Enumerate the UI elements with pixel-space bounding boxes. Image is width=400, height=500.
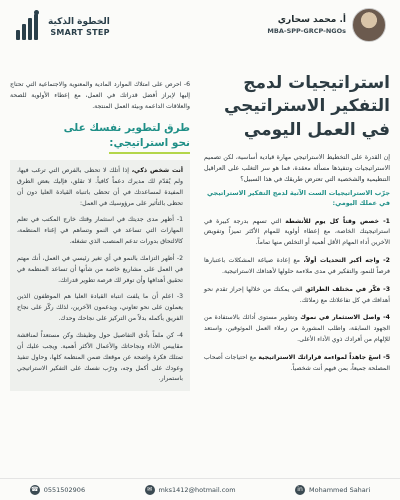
step-item	[204, 313, 390, 346]
avatar	[352, 8, 386, 42]
subtitle-line-2: نحو استراتيجي:	[109, 136, 190, 154]
step-text: وتطوير مستوى أدائك بالاستفادة من الجهود السابقة، واطلب المشورة من زملاء العمل الموثوقين، واستعد للإلهام من أفرادك ذوي الأداء الأعلى.	[204, 314, 390, 344]
brand-text	[48, 17, 110, 37]
step-lead: 1- خصص وقتاً كل يوم للأنشطة	[285, 217, 390, 225]
author-credentials: MBA-SPP-GRCP-NGOs	[267, 26, 346, 35]
linkedin-name: Mohammed Sahari	[309, 485, 371, 494]
title-line-3: في العمل اليومي	[243, 119, 390, 140]
phone-number: 0551502906	[43, 485, 86, 494]
subtitle-line-1: طرق لتطوير نفسك على	[63, 121, 190, 134]
step-text: التي تسهم بدرجة كبيرة في استراتيجيتك الخاصة، مع إعطاء أولوية للمهام الأكثر تميزاً وتفويض الآخرين أداء المهام الأقل أهمية أو التخلص منها تماماً.	[204, 217, 390, 247]
footer	[0, 478, 400, 500]
step-lead: 5- اسعَ جاهداً لمواءمة قراراتك الاستراتيجية	[258, 353, 390, 361]
author	[267, 8, 386, 42]
tips-text: 2- أظهر التزامك بالنمو في أي تغير رئيسي في العمل، أنك مهتم في العمل على مشاريع خاصة من شأنها أن تساعد المنظمة في تحقيق أهدافها وأن توفر لك فرصة تطوير قدراتك.	[17, 254, 183, 284]
tips-lead: أنت شخص ذكي،	[131, 167, 183, 175]
footer-linkedin[interactable]	[295, 485, 370, 495]
left-column	[10, 80, 190, 395]
tips-text: 4- كن ملماً بأدق التفاصيل حول وظيفتك وكن مستعداً لمناقشة مقاييس الأداء ونجاحاتك والأعمال الأكثر أهمية. ويجب عليك أن تمتلك فكرة واضحة عن موقعك ضمن المنظمة كلها، وحاول تنفيذ وعودك على أكمل وجه، ودرّب نفسك على التفكير الاستراتيجي باستمرار.	[17, 332, 183, 383]
intro-accent: جرّب الاستراتيجيات الست الآتية لدمج التفكير الاستراتيجي في عملك اليومي:	[206, 189, 390, 208]
step-lead: 2- واجه أكبر التحديات أولاً،	[303, 257, 390, 265]
step-item	[204, 217, 390, 250]
step-item	[204, 285, 390, 307]
tips-paragraph	[17, 292, 183, 325]
title-line-1: استراتيجيات لدمج	[243, 73, 390, 93]
tips-paragraph	[17, 215, 183, 248]
tips-paragraph	[17, 254, 183, 287]
step-text: مع إعادة صياغة المشكلات باعتبارها فرصاً للنمو، والتفكير في مدى ملاءمة حلولها لأهدافك الاستراتيجية.	[204, 257, 390, 275]
tips-text: 3- اعلم أن ما يلفت انتباه القيادة العليا هم الموظفون الذين يعملون على نحو تعاوني، ويدعمون الآخرين، لذلك ركّز على نجاح الفريق بأكمله بدلاً من التركيز على نجاحك وحدك.	[17, 293, 183, 323]
brand-name-en: SMART STEP	[50, 27, 110, 37]
step-item-6: 6- احرص على امتلاك الموارد المادية والمعنوية والاجتماعية التي تحتاج إليها لإبراز أفضل قدراتك في العمل، مع إعطاء الأولوية للصحة والعلاقات الداعمة وبيئة العمل المنتجة.	[10, 81, 190, 110]
step-item	[204, 256, 390, 278]
tips-text: إذا أتلك لا تحظى بالفرص التي ترغب فيها، ولم يُقدّم لك مديرك دعماً كافياً. لا تقلق، فإليك بعض الطرق المفيدة لمساعدتك في أن تحظى باتنباه القيادة العليا دون أن تحظى بالتأثير على مرؤوسيك في العمل:	[17, 167, 183, 207]
footer-phone[interactable]	[30, 485, 85, 495]
author-name: أ. محمد سحاري	[277, 14, 346, 25]
footer-email[interactable]	[145, 485, 236, 495]
section-subtitle	[10, 121, 190, 155]
phone-icon: ☎	[30, 486, 39, 493]
brand-name-ar: الخطوة الذكية	[48, 16, 110, 27]
step-text: التي يمكنك من خلالها إحراز تقدم نحو أهدافك في كل تفاعلاتك مع زملائك.	[204, 285, 390, 304]
tips-block	[10, 160, 190, 391]
tips-paragraph	[17, 331, 183, 385]
brand	[14, 10, 110, 44]
smart-step-logo	[14, 10, 42, 44]
intro-paragraph: إن القدرة على التخطيط الاستراتيجي مهارة قيادية أساسية، لكن تصميم الاستراتيجيات وتنفيذها مسألة معقدة، فما هو سر التغلب على العراقيل التنظيمية والشخصية التي تعترض طريقك في هذا السبيل؟	[204, 154, 390, 184]
page-title	[204, 72, 390, 142]
author-text	[267, 15, 346, 35]
tips-text: 1- أظهر مدى جديتك في استثمار وقتك خارج المكتب في تعلم المهارات التي تساعد في النمو وتساهم في إغناء المنظمة، كالالتحاق بدورات تدعم المنصب الذي تشغله.	[17, 216, 183, 246]
step-item	[204, 353, 390, 375]
step-lead: 3- فكّر في مختلف الطرائق	[305, 285, 390, 293]
step-lead: 4- واصل الاستثمار في نموك	[300, 314, 390, 322]
step-text: مع احتياجات أصحاب المصلحة جميعاً، بمن فيهم أنت شخصياً.	[204, 353, 390, 372]
steps-list	[204, 217, 390, 375]
mail-icon: ✉	[145, 485, 155, 495]
title-line-2: التفكير الاستراتيجي	[223, 96, 390, 117]
header	[0, 0, 400, 62]
email-address: mks1412@hotmail.com	[158, 485, 236, 494]
right-column	[204, 72, 390, 382]
tips-paragraph	[17, 166, 183, 209]
linkedin-icon: in	[295, 485, 305, 495]
